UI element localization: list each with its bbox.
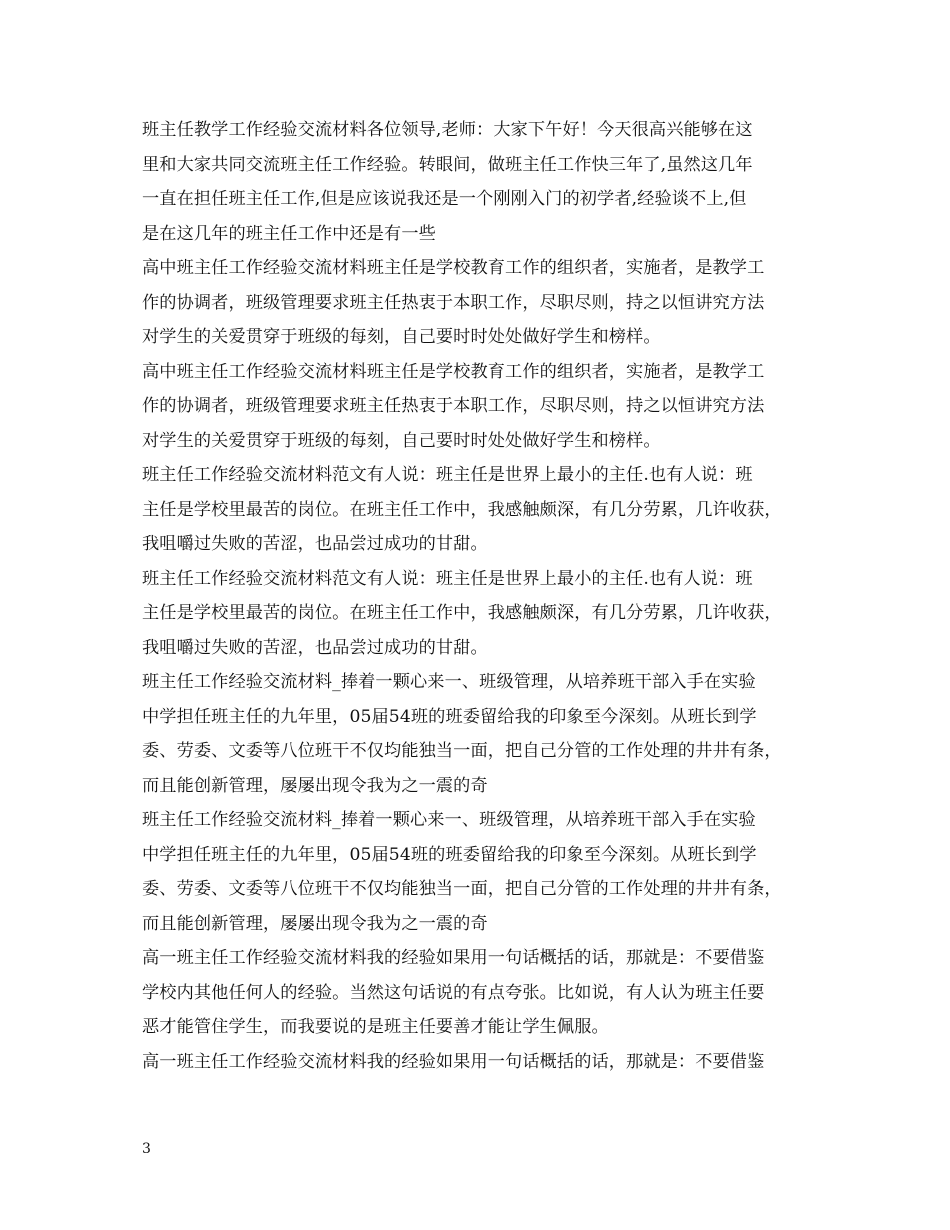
- text-line: 班主任工作经验交流材料范文有人说：班主任是世界上最小的主任.也有人说：班: [142, 568, 753, 589]
- body-text: [142, 113, 822, 1079]
- text-line: 我咀嚼过失败的苦涩，也品尝过成功的甘甜。: [142, 637, 488, 658]
- text-line: 班主任工作经验交流材料_捧着一颗心来一、班级管理，从培养班干部入手在实验: [142, 810, 756, 830]
- text-line: 中学担任班主任的九年里，05届54班的班委留给我的印象至今深刻。从班长到学: [142, 706, 757, 727]
- text-line: 中学担任班主任的九年里，05届54班的班委留给我的印象至今深刻。从班长到学: [142, 844, 757, 865]
- text-line: 作的协调者，班级管理要求班主任热衷于本职工作，尽职尽则，持之以恒讲究方法: [142, 396, 765, 416]
- text-line: 是在这几年的班主任工作中还是有一些: [142, 223, 436, 244]
- text-line: 委、劳委、文委等八位班干不仅均能独当一面，把自己分管的工作处理的井井有条，: [142, 879, 782, 899]
- paragraph: [142, 113, 822, 251]
- paragraph: [142, 458, 822, 562]
- paragraph: [142, 562, 822, 666]
- text-line: 高一班主任工作经验交流材料我的经验如果用一句话概括的话，那就是：不要借鉴: [142, 948, 765, 968]
- text-line: 而且能创新管理，屡屡出现令我为之一震的奇: [142, 913, 488, 934]
- text-line: 主任是学校里最苦的岗位。在班主任工作中，我感触颇深，有几分劳累，几许收获，: [142, 603, 782, 623]
- text-line: 对学生的关爱贯穿于班级的每刻，自己要时时处处做好学生和榜样。: [142, 327, 661, 347]
- text-line: 班主任工作经验交流材料_捧着一颗心来一、班级管理，从培养班干部入手在实验: [142, 672, 756, 692]
- text-line: 一直在担任班主任工作,但是应该说我还是一个刚刚入门的初学者,经验谈不上,但: [142, 189, 747, 209]
- text-line: 而且能创新管理，屡屡出现令我为之一震的奇: [142, 775, 488, 796]
- text-line: 高中班主任工作经验交流材料班主任是学校教育工作的组织者，实施者，是教学工: [142, 361, 765, 382]
- paragraph: [142, 803, 822, 941]
- page-number: 3: [142, 1141, 151, 1157]
- text-line: 班主任工作经验交流材料范文有人说：班主任是世界上最小的主任.也有人说：班: [142, 465, 753, 485]
- text-line: 里和大家共同交流班主任工作经验。转眼间，做班主任工作快三年了,虽然这几年: [142, 154, 753, 175]
- text-line: 高中班主任工作经验交流材料班主任是学校教育工作的组织者，实施者，是教学工: [142, 258, 765, 278]
- text-line: 我咀嚼过失败的苦涩，也品尝过成功的甘甜。: [142, 534, 488, 554]
- text-line: 恶才能管住学生，而我要说的是班主任要善才能让学生佩服。: [142, 1017, 609, 1037]
- text-line: 学校内其他任何人的经验。当然这句话说的有点夸张。比如说，有人认为班主任要: [142, 982, 765, 1003]
- text-line: 委、劳委、文委等八位班干不仅均能独当一面，把自己分管的工作处理的井井有条，: [142, 741, 782, 761]
- text-line: 主任是学校里最苦的岗位。在班主任工作中，我感触颇深，有几分劳累，几许收获，: [142, 499, 782, 520]
- paragraph: [142, 355, 822, 459]
- text-line: 作的协调者，班级管理要求班主任热衷于本职工作，尽职尽则，持之以恒讲究方法: [142, 292, 765, 313]
- text-line: 对学生的关爱贯穿于班级的每刻，自己要时时处处做好学生和榜样。: [142, 430, 661, 451]
- text-line: 高一班主任工作经验交流材料我的经验如果用一句话概括的话，那就是：不要借鉴: [142, 1051, 765, 1072]
- paragraph: [142, 665, 822, 803]
- paragraph: [142, 941, 822, 1045]
- text-line: 班主任教学工作经验交流材料各位领导,老师：大家下午好！今天很高兴能够在这: [142, 120, 753, 140]
- paragraph: [142, 251, 822, 355]
- paragraph: [142, 1045, 822, 1080]
